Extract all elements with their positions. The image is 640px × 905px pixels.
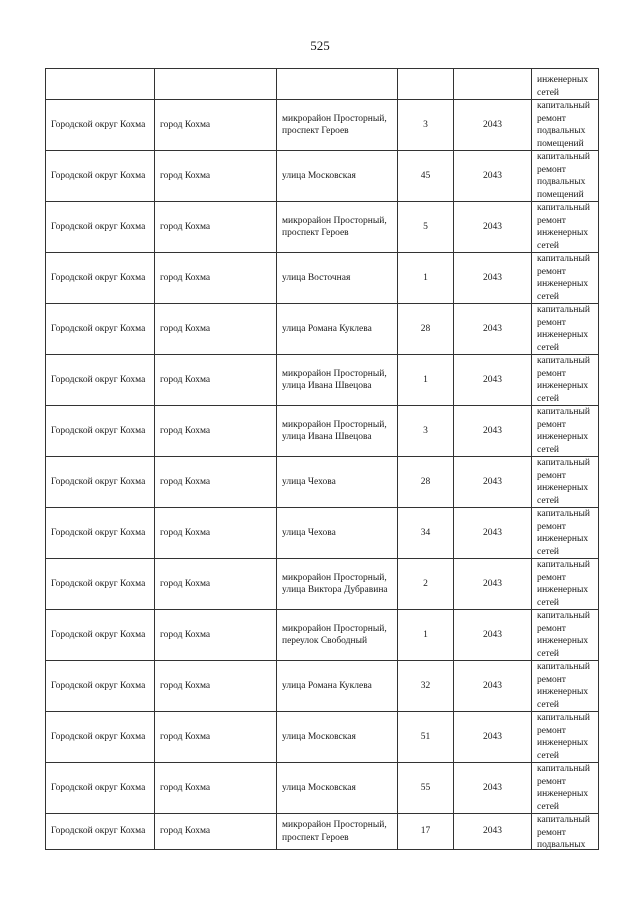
cell-settlement	[155, 610, 277, 661]
cell-settlement	[155, 406, 277, 457]
cell-street-text: микрорайон Просторный, улица Виктора Дубравина	[282, 572, 388, 595]
work-line: сетей	[537, 648, 560, 659]
cell-work-type	[532, 253, 599, 304]
cell-year	[454, 661, 532, 712]
work-line: ремонт	[537, 776, 566, 787]
cell-house-number-text: 1	[423, 629, 428, 640]
cell-settlement	[155, 100, 277, 151]
cell-street	[277, 100, 398, 151]
cell-settlement-text: город Кохма	[160, 826, 211, 837]
cell-work-type	[532, 457, 599, 508]
cell-settlement-text: город Кохма	[160, 425, 211, 436]
work-line: ремонт	[537, 725, 566, 736]
work-line: сетей	[537, 546, 560, 557]
cell-municipality	[46, 69, 155, 100]
work-line: сетей	[537, 801, 560, 812]
cell-municipality	[46, 712, 155, 763]
table-row	[46, 151, 599, 202]
cell-street	[277, 559, 398, 610]
cell-house-number-text: 45	[420, 170, 431, 181]
cell-street-text: микрорайон Просторный, улица Ивана Швецова	[282, 419, 387, 442]
work-line: инженерных	[537, 789, 589, 799]
cell-street-text: микрорайон Просторный, проспект Героев	[282, 820, 387, 843]
cell-house-number-text: 17	[420, 826, 431, 837]
cell-municipality-text: Городской округ Кохма	[51, 680, 146, 691]
work-line: капитальный	[537, 815, 590, 825]
table-row	[46, 763, 599, 814]
cell-year-text: 2043	[483, 170, 502, 181]
table-row	[46, 508, 599, 559]
work-line: ремонт	[537, 368, 566, 379]
cell-municipality-text: Городской округ Кохма	[51, 221, 146, 232]
cell-street-text: улица Чехова	[282, 527, 336, 538]
cell-house-number-text: 2	[423, 578, 428, 589]
cell-settlement-text: город Кохма	[160, 323, 211, 334]
work-line: ремонт	[537, 674, 566, 685]
table-row	[46, 100, 599, 151]
cell-municipality-text: Городской округ Кохма	[51, 425, 146, 436]
cell-house-number	[398, 253, 454, 304]
work-line: ремонт	[537, 623, 566, 634]
cell-street-text: улица Восточная	[282, 272, 351, 283]
cell-house-number-text: 3	[423, 425, 428, 436]
cell-settlement-text: город Кохма	[160, 221, 211, 232]
work-line: капитальный	[537, 662, 590, 672]
cell-street	[277, 69, 398, 100]
table-body	[46, 69, 599, 850]
cell-settlement	[155, 508, 277, 559]
work-line: подвальных	[537, 840, 586, 849]
table-row	[46, 253, 599, 304]
cell-street	[277, 610, 398, 661]
cell-street-text: улица Романа Куклева	[282, 680, 372, 691]
cell-house-number-text: 28	[420, 323, 431, 334]
cell-work-type	[532, 151, 599, 202]
work-line: сетей	[537, 444, 560, 455]
cell-settlement	[155, 151, 277, 202]
cell-settlement	[155, 355, 277, 406]
cell-year-text: 2043	[483, 272, 502, 283]
cell-work-type	[532, 661, 599, 712]
cell-house-number-text: 3	[423, 119, 428, 130]
work-line: инженерных	[537, 738, 589, 748]
cell-municipality-text: Городской округ Кохма	[51, 272, 146, 283]
cell-year-text: 2043	[483, 425, 502, 436]
cell-house-number	[398, 355, 454, 406]
cell-house-number	[398, 100, 454, 151]
cell-settlement-text: город Кохма	[160, 119, 211, 130]
cell-house-number	[398, 457, 454, 508]
cell-year	[454, 304, 532, 355]
cell-year-text: 2043	[483, 119, 502, 130]
cell-year-text: 2043	[483, 680, 502, 691]
work-line: инженерных	[537, 483, 589, 493]
table-row	[46, 559, 599, 610]
cell-house-number-text: 32	[420, 680, 431, 691]
cell-house-number	[398, 304, 454, 355]
cell-year	[454, 763, 532, 814]
work-line: помещений	[537, 138, 584, 149]
cell-street	[277, 457, 398, 508]
housing-repair-table	[45, 68, 599, 850]
cell-settlement	[155, 661, 277, 712]
work-line: инженерных	[537, 687, 589, 697]
cell-year	[454, 69, 532, 100]
table-row	[46, 457, 599, 508]
cell-work-type	[532, 69, 599, 100]
cell-year	[454, 406, 532, 457]
work-line: ремонт	[537, 827, 566, 838]
cell-house-number	[398, 763, 454, 814]
cell-municipality	[46, 508, 155, 559]
work-line: капитальный	[537, 203, 590, 213]
work-line: сетей	[537, 495, 560, 506]
cell-settlement	[155, 559, 277, 610]
cell-settlement-text: город Кохма	[160, 272, 211, 283]
cell-house-number	[398, 712, 454, 763]
work-line: инженерных	[537, 279, 589, 289]
cell-year-text: 2043	[483, 374, 502, 385]
work-line: ремонт	[537, 419, 566, 430]
cell-year	[454, 508, 532, 559]
cell-house-number-text: 28	[420, 476, 431, 487]
table-row-continued	[46, 69, 599, 100]
cell-municipality	[46, 763, 155, 814]
work-line: помещений	[537, 189, 584, 200]
cell-municipality-text: Городской округ Кохма	[51, 731, 146, 742]
cell-settlement	[155, 69, 277, 100]
cell-work-type	[532, 202, 599, 253]
cell-year	[454, 814, 532, 850]
work-line: сетей	[537, 597, 560, 608]
cell-street	[277, 253, 398, 304]
cell-street-text: микрорайон Просторный, переулок Свободный	[282, 623, 387, 646]
cell-house-number	[398, 69, 454, 100]
cell-year-text: 2043	[483, 826, 502, 837]
table-row	[46, 661, 599, 712]
cell-municipality-text: Городской округ Кохма	[51, 374, 146, 385]
cell-settlement	[155, 304, 277, 355]
page-number: 525	[310, 38, 330, 53]
work-line: капитальный	[537, 152, 590, 162]
work-line: сетей	[537, 750, 560, 761]
cell-municipality	[46, 814, 155, 850]
cell-municipality	[46, 406, 155, 457]
work-line: сетей	[537, 240, 560, 251]
cell-municipality-text: Городской округ Кохма	[51, 119, 146, 130]
cell-municipality	[46, 304, 155, 355]
cell-house-number-text: 34	[420, 527, 431, 538]
work-line: ремонт	[537, 572, 566, 583]
work-line: подвальных	[537, 126, 586, 136]
table-row	[46, 304, 599, 355]
cell-house-number	[398, 610, 454, 661]
work-line: сетей	[537, 699, 560, 710]
cell-year	[454, 610, 532, 661]
work-line: инженерных	[537, 585, 589, 595]
cell-work-type	[532, 814, 599, 850]
cell-settlement	[155, 202, 277, 253]
cell-street-text: микрорайон Просторный, проспект Героев	[282, 215, 387, 238]
work-line: подвальных	[537, 177, 586, 187]
work-line: капитальный	[537, 560, 590, 570]
cell-municipality	[46, 253, 155, 304]
cell-house-number-text: 5	[423, 221, 428, 232]
work-line: капитальный	[537, 611, 590, 621]
work-line: сетей	[537, 393, 560, 404]
cell-year	[454, 100, 532, 151]
table-row	[46, 202, 599, 253]
cell-municipality-text: Городской округ Кохма	[51, 578, 146, 589]
cell-work-type	[532, 712, 599, 763]
cell-work-type	[532, 508, 599, 559]
cell-settlement-text: город Кохма	[160, 527, 211, 538]
work-line: инженерных	[537, 75, 589, 85]
cell-year	[454, 355, 532, 406]
work-line: сетей	[537, 87, 560, 98]
cell-year	[454, 457, 532, 508]
cell-municipality-text: Городской округ Кохма	[51, 323, 146, 334]
cell-year-text: 2043	[483, 731, 502, 742]
cell-year	[454, 559, 532, 610]
table-row	[46, 355, 599, 406]
work-line: ремонт	[537, 215, 566, 226]
table-row	[46, 406, 599, 457]
work-line: капитальный	[537, 407, 590, 417]
cell-settlement-text: город Кохма	[160, 629, 211, 640]
work-line: сетей	[537, 342, 560, 353]
cell-work-type	[532, 559, 599, 610]
cell-house-number	[398, 508, 454, 559]
work-line: ремонт	[537, 113, 566, 124]
cell-work-type	[532, 100, 599, 151]
work-line: инженерных	[537, 636, 589, 646]
cell-street	[277, 151, 398, 202]
cell-work-type	[532, 406, 599, 457]
cell-house-number-text: 1	[423, 272, 428, 283]
cell-street	[277, 355, 398, 406]
cell-house-number	[398, 814, 454, 850]
cell-municipality	[46, 457, 155, 508]
work-line: инженерных	[537, 228, 589, 238]
cell-work-type	[532, 610, 599, 661]
cell-municipality	[46, 355, 155, 406]
cell-year-text: 2043	[483, 782, 502, 793]
work-line: капитальный	[537, 356, 590, 366]
work-line: капитальный	[537, 254, 590, 264]
cell-work-type	[532, 763, 599, 814]
work-line: ремонт	[537, 521, 566, 532]
cell-street-text: улица Чехова	[282, 476, 336, 487]
cell-settlement-text: город Кохма	[160, 782, 211, 793]
cell-house-number-text: 51	[420, 731, 431, 742]
cell-street	[277, 661, 398, 712]
cell-house-number-text: 1	[423, 374, 428, 385]
cell-settlement-text: город Кохма	[160, 170, 211, 181]
work-line: сетей	[537, 291, 560, 302]
cell-year	[454, 712, 532, 763]
table-row	[46, 712, 599, 763]
cell-settlement-text: город Кохма	[160, 680, 211, 691]
cell-municipality	[46, 202, 155, 253]
cell-municipality-text: Городской округ Кохма	[51, 826, 146, 837]
cell-street	[277, 406, 398, 457]
cell-municipality	[46, 661, 155, 712]
cell-street-text: микрорайон Просторный, улица Ивана Швецова	[282, 368, 387, 391]
work-line: капитальный	[537, 509, 590, 519]
work-line: ремонт	[537, 317, 566, 328]
cell-street	[277, 712, 398, 763]
table-row	[46, 814, 599, 850]
cell-municipality	[46, 559, 155, 610]
cell-street	[277, 202, 398, 253]
cell-house-number	[398, 202, 454, 253]
work-line: капитальный	[537, 305, 590, 315]
cell-municipality	[46, 610, 155, 661]
work-line: капитальный	[537, 713, 590, 723]
cell-year	[454, 253, 532, 304]
cell-year-text: 2043	[483, 221, 502, 232]
cell-street	[277, 508, 398, 559]
cell-house-number	[398, 661, 454, 712]
cell-year-text: 2043	[483, 629, 502, 640]
cell-municipality-text: Городской округ Кохма	[51, 527, 146, 538]
cell-settlement-text: город Кохма	[160, 476, 211, 487]
cell-year-text: 2043	[483, 476, 502, 487]
cell-municipality	[46, 151, 155, 202]
cell-municipality-text: Городской округ Кохма	[51, 782, 146, 793]
cell-year-text: 2043	[483, 527, 502, 538]
cell-street	[277, 304, 398, 355]
work-line: инженерных	[537, 432, 589, 442]
cell-year-text: 2043	[483, 578, 502, 589]
work-line: ремонт	[537, 470, 566, 481]
cell-work-type	[532, 355, 599, 406]
cell-settlement	[155, 457, 277, 508]
work-line: капитальный	[537, 458, 590, 468]
cell-municipality-text: Городской округ Кохма	[51, 170, 146, 181]
work-line: ремонт	[537, 266, 566, 277]
cell-house-number	[398, 151, 454, 202]
cell-street-text: улица Романа Куклева	[282, 323, 372, 334]
cell-settlement-text: город Кохма	[160, 374, 211, 385]
work-line: инженерных	[537, 330, 589, 340]
cell-street	[277, 814, 398, 850]
cell-municipality-text: Городской округ Кохма	[51, 476, 146, 487]
cell-settlement	[155, 814, 277, 850]
cell-municipality-text: Городской округ Кохма	[51, 629, 146, 640]
cell-settlement-text: город Кохма	[160, 578, 211, 589]
work-line: инженерных	[537, 381, 589, 391]
cell-settlement-text: город Кохма	[160, 731, 211, 742]
work-line: инженерных	[537, 534, 589, 544]
cell-street-text: микрорайон Просторный, проспект Героев	[282, 113, 387, 136]
work-line: капитальный	[537, 764, 590, 774]
cell-street-text: улица Московская	[282, 170, 356, 181]
work-line: ремонт	[537, 164, 566, 175]
cell-house-number	[398, 406, 454, 457]
cell-work-type	[532, 304, 599, 355]
cell-year	[454, 151, 532, 202]
cell-settlement	[155, 253, 277, 304]
cell-year-text: 2043	[483, 323, 502, 334]
cell-municipality	[46, 100, 155, 151]
table-row	[46, 610, 599, 661]
cell-year	[454, 202, 532, 253]
cell-settlement	[155, 712, 277, 763]
cell-house-number	[398, 559, 454, 610]
cell-street	[277, 763, 398, 814]
cell-house-number-text: 55	[420, 782, 431, 793]
work-line: капитальный	[537, 101, 590, 111]
cell-street-text: улица Московская	[282, 782, 356, 793]
cell-street-text: улица Московская	[282, 731, 356, 742]
cell-settlement	[155, 763, 277, 814]
